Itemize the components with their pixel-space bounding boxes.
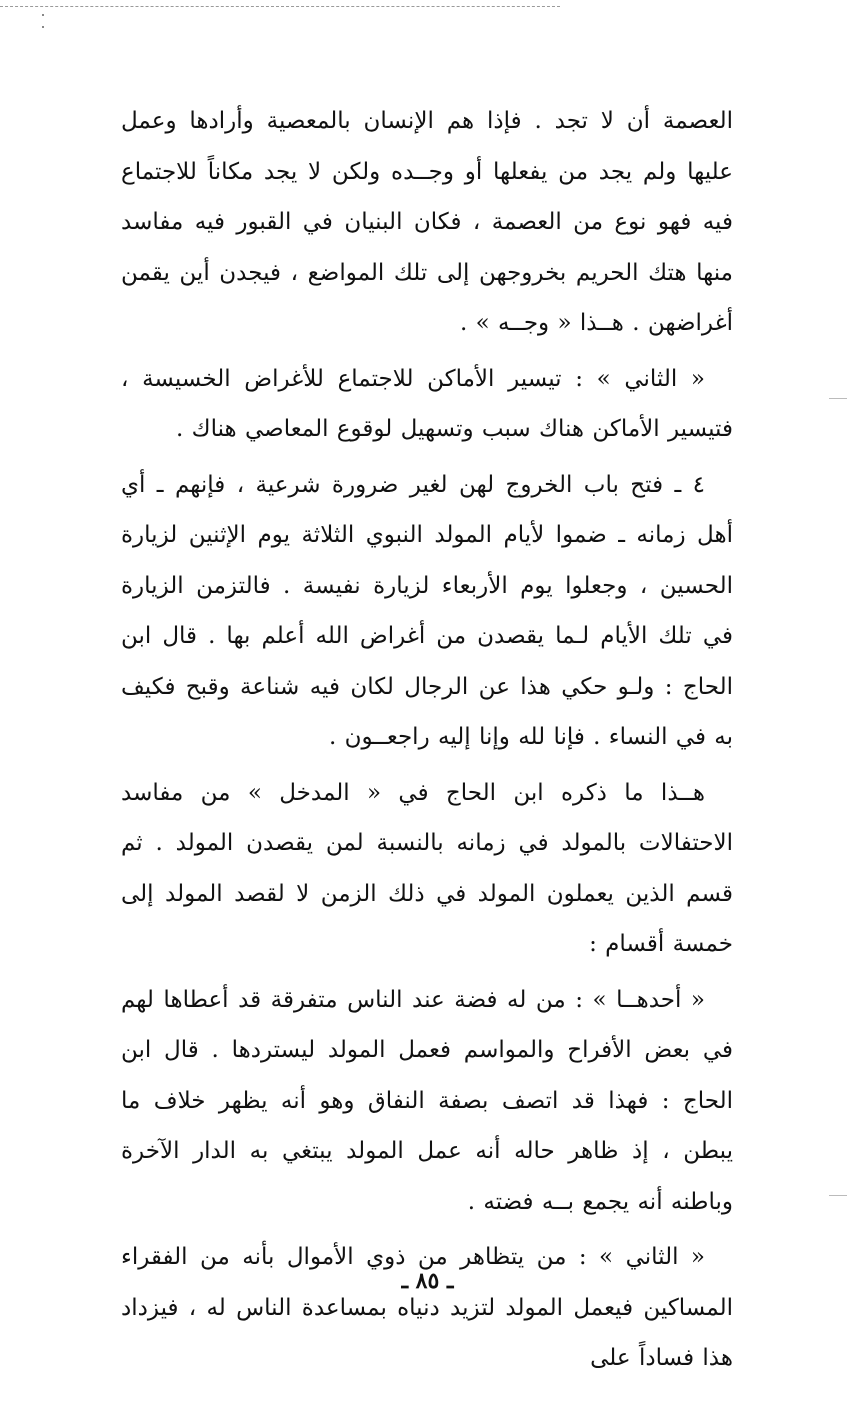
paragraph-4: هــذا ما ذكره ابن الحاج في « المدخل » من مفاسد الاحتفالات بالمولد في زمانه بالنسبة لمن يقصدن المولد . ثم قسم الذين يعملون المولد في ذلك الزمن لا لقصد المولد إلى خمسة أقسام : [121, 779, 733, 957]
scan-edge-tick [829, 398, 847, 399]
paragraph-6: « الثاني » : من يتظاهر من ذوي الأموال بأنه من الفقراء المساكين فيعمل المولد لتزيد دنياه بمساعدة الناس له ، فيزداد هذا فساداً على [121, 1244, 733, 1371]
paragraph-2: « الثاني » : تيسير الأماكن للاجتماع للأغراض الخسيسة ، فتيسير الأماكن هناك سبب وتسهيل لوقوع المعاصي هناك . [121, 365, 733, 442]
page-body [121, 96, 733, 1384]
scan-speck [42, 26, 44, 28]
page-footer [0, 1268, 855, 1294]
scan-edge-line [0, 6, 560, 7]
paragraph-1: العصمة أن لا تجد . فإذا هم الإنسان بالمعصية وأرادها وعمل عليها ولم يجد من يفعلها أو وجــده ولكن لا يجد مكاناً للاجتماع فيه فهو نوع من العصمة ، فكان البنيان في القبور فيه مفاسد منها هتك الحريم بخروجهن إلى تلك المواضع ، فيجدن أين يقمن أغراضهن . هــذا « وجــه » . [121, 108, 733, 336]
page-number: ـ ٨٥ ـ [401, 1268, 454, 1294]
scan-speck [42, 14, 44, 16]
paragraph-5: « أحدهــا » : من له فضة عند الناس متفرقة قد أعطاها لهم في بعض الأفراح والمواسم فعمل المولد ليستردها . قال ابن الحاج : فهذا قد اتصف بصفة النفاق وهو أنه يظهر خلاف ما يبطن ، إذ ظاهر حاله أنه عمل المولد يبتغي به الدار الآخرة وباطنه أنه يجمع بــه فضته . [121, 986, 733, 1215]
paragraph-3: ٤ ـ فتح باب الخروج لهن لغير ضرورة شرعية ، فإنهم ـ أي أهل زمانه ـ ضموا لأيام المولد النبوي الثلاثة يوم الإثنين لزيارة الحسين ، وجعلوا يوم الأربعاء لزيارة نفيسة . فالتزمن الزيارة في تلك الأيام لـما يقصدن من أغراض الله أعلم بها . قال ابن الحاج : ولـو حكي هذا عن الرجال لكان فيه شناعة وقبح فكيف به في النساء . فإنا لله وإنا إليه راجعــون . [121, 471, 733, 750]
scan-edge-tick [829, 1195, 847, 1196]
